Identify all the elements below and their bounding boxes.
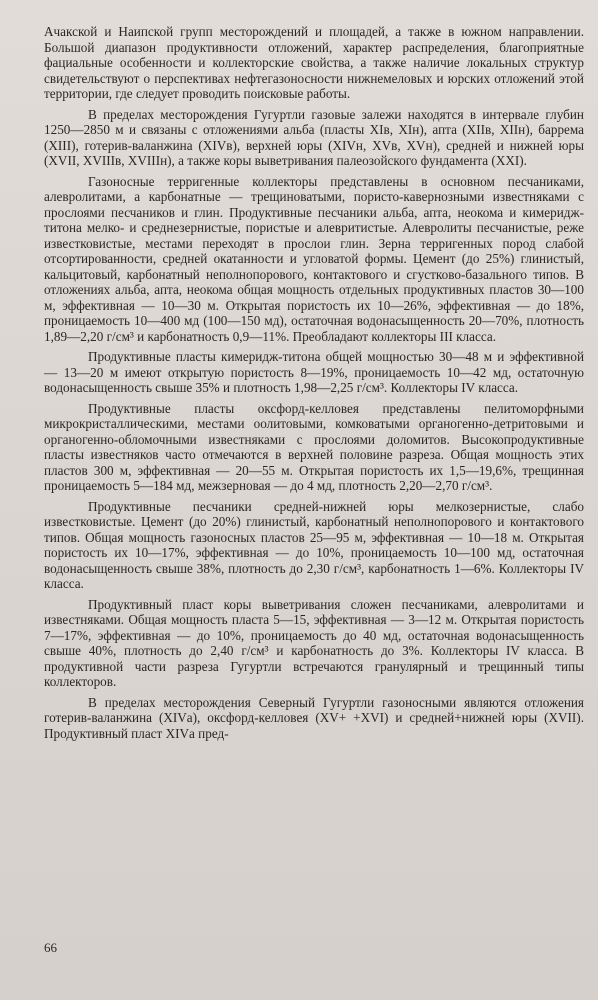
paragraph-6: Продуктивные песчаники средней-нижней юры мелкозернистые, слабо известковистые. Цемент (до 20%) глинистый, карбонатный неполнопорового и контактового типов. Общая мощность газоносных пластов 25—95 м, эффективная — 10—18 м. Открытая пористость их 10—17%, эффективная — до 10%, проницаемость 10—100 мд, остаточная водонасыщенность свыше 38%, плотность до 2,30 г/см³, карбонатность 1—6%. Коллекторы IV класса. (44, 498, 584, 591)
paragraph-4: Продуктивные пласты кимеридж-титона общей мощностью 30—48 м и эффективной — 13—20 м имеют открытую пористость 8—19%, проницаемость 10—42 мд, остаточную водонасыщенность свыше 35% и плотность 1,98—2,25 г/см³. Коллекторы IV класса. (44, 349, 584, 395)
paragraph-3: Газоносные терригенные коллекторы представлены в основном песчаниками, алевролитами, а карбонатные — трещиноватыми, пористо-кавернозными известняками с прослоями песчаников и глин. Продуктивные песчаники альба, апта, неокома и кимеридж-титона мелко- и среднезернистые, пористые и алевритистые. Алевролиты песчанистые, реже известковистые, местами переходят в прослои глин. Зерна терригенных пород слабой отсортированности, средней окатанности и угловатой формы. Цемент (до 25%) глинистый, кальцитовый, карбонатный неполнопорового, контактового и сгустково-базального типов. В отложениях альба, апта, неокома общая мощность отдельных продуктивных пластов 30—100 м, эффективная — 10—30 м. Открытая пористость их 10—26%, эффективная — до 18%, проницаемость 10—400 мд (100—150 мд), остаточная водонасыщенность 20—70%, плотность 1,89—2,20 г/см³ и карбонатность 0,9—11%. Преобладают коллекторы III класса. (44, 173, 584, 344)
paragraph-5: Продуктивные пласты оксфорд-келловея представлены пелитоморфными микрокристаллическими, местами оолитовыми, комковатыми органогенно-детритовыми и органогенно-обломочными известняками с прослоями доломитов. Высокопродуктивные пласты известняков часто отмечаются в верхней половине разреза. Общая мощность этих пластов 300 м, эффективная — 20—55 м. Открытая пористость их 1,5—19,6%, трещинная проницаемость 5—184 мд, межзерновая — до 4 мд, плотность 2,20—2,70 г/см³. (44, 400, 584, 493)
body-text (44, 24, 584, 741)
paragraph-2: В пределах месторождения Гугуртли газовые залежи находятся в интервале глубин 1250—2850 м и связаны с отложениями альба (пласты XIв, XIн), апта (XIIв, XIIн), баррема (XIII), готерив-валанжина (XIVв), верхней юры (XIVн, XVв, XVн), средней и нижней юры (XVII, XVIIIв, XVIIIн), а также коры выветривания палеозойского фундамента (XXI). (44, 106, 584, 168)
paragraph-7: Продуктивный пласт коры выветривания сложен песчаниками, алевролитами и известняками. Общая мощность пласта 5—15, эффективная — 3—12 м. Открытая пористость 7—17%, эффективная — до 10%, проницаемость до 40 мд, остаточная водонасыщенность свыше 40%, плотность до 2,40 г/см³ и карбонатность до 3%. Коллекторы IV класса. В продуктивной части разреза Гугуртли встречаются гранулярный и трещинный типы коллекторов. (44, 596, 584, 689)
paragraph-8: В пределах месторождения Северный Гугуртли газоносными являются отложения готерив-валанжина (XIVа), оксфорд-келловея (XV+ +XVI) и средней+нижней юры (XVII). Продуктивный пласт XIVа пред- (44, 694, 584, 741)
page-number: 66 (44, 940, 57, 955)
paragraph-1: Ачакской и Наипской групп месторождений и площадей, а также в южном направлении. Большой диапазон продуктивности отложений, характер распределения, благоприятные фациальные особенности и коллекторские свойства, а также наличие локальных структур свидетельствуют о перспективах нефтегазоносности нижнемеловых и юрских отложений этой территории, где следует проводить поисковые работы. (44, 24, 584, 101)
